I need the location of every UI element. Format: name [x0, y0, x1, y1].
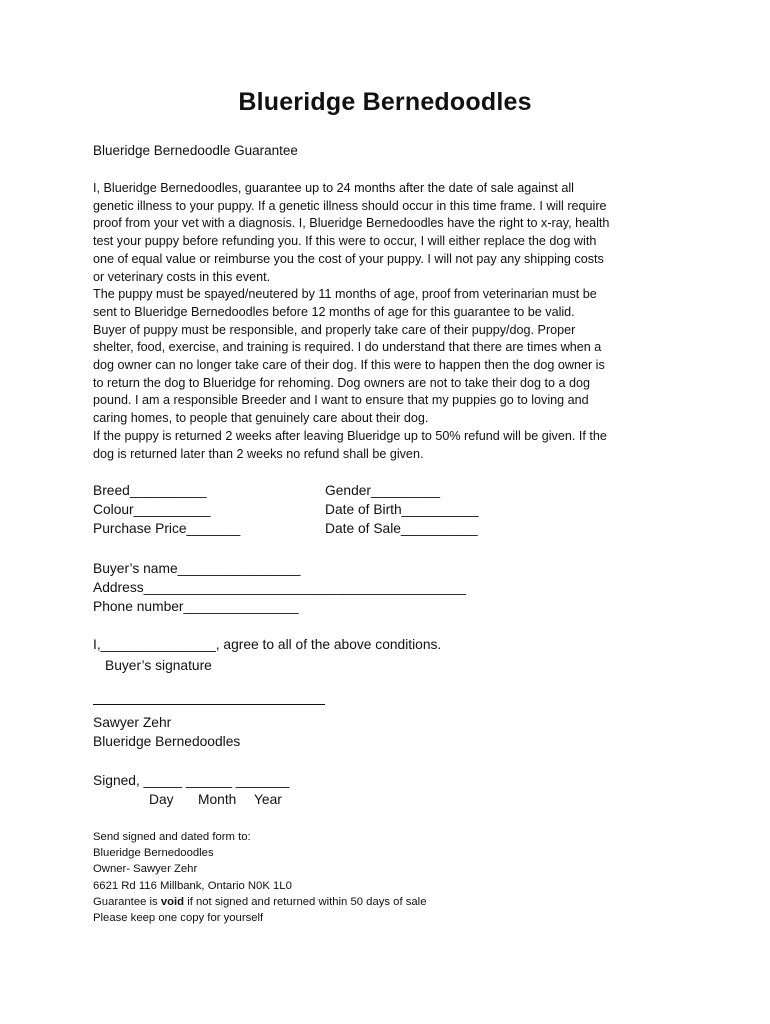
- year-label: Year: [254, 792, 282, 807]
- seller-signature-line[interactable]: [93, 704, 325, 705]
- body-line: or veterinary costs in this event.: [93, 269, 271, 284]
- body-line: caring homes, to people that genuinely care about their dog.: [93, 411, 429, 426]
- body-line: pound. I am a responsible Breeder and I want to ensure that my puppies go to loving and: [93, 393, 589, 408]
- buyers-name-field[interactable]: Buyer’s name________________: [93, 561, 301, 576]
- phone-number-field[interactable]: Phone number_______________: [93, 599, 299, 614]
- body-line: sent to Blueridge Bernedoodles before 12 months of age for this guarantee to be valid.: [93, 304, 575, 319]
- footer-owner: Owner- Sawyer Zehr: [93, 863, 198, 876]
- body-line: shelter, food, exercise, and training is required. I do understand that there are times when a: [93, 340, 602, 355]
- body-line: genetic illness to your puppy. If a genetic illness should occur in this time frame. I will require: [93, 198, 607, 213]
- guarantee-body: [93, 180, 683, 463]
- signed-date-field[interactable]: Signed, _____ ______ _______: [93, 773, 290, 788]
- body-line: test your puppy before refunding you. If this were to occur, I will either replace the dog with: [93, 234, 597, 249]
- void-prefix: Guarantee is: [93, 895, 161, 908]
- footer-void-notice: [93, 894, 426, 910]
- month-label: Month: [198, 792, 237, 807]
- body-line: If the puppy is returned 2 weeks after leaving Blueridge up to 50% refund will be given. If the: [93, 428, 607, 443]
- address-field[interactable]: Address__________________________________________: [93, 580, 466, 595]
- document-subtitle: Blueridge Bernedoodle Guarantee: [93, 143, 298, 158]
- agreement-statement[interactable]: I,_______________, agree to all of the above conditions.: [93, 637, 442, 652]
- seller-name: Sawyer Zehr: [93, 715, 172, 730]
- body-line: one of equal value or reimburse you the cost of your puppy. I will not pay any shipping costs: [93, 251, 604, 266]
- mailing-instructions: [93, 829, 426, 926]
- date-of-birth-field[interactable]: Date of Birth__________: [325, 502, 479, 517]
- footer-send-to: Send signed and dated form to:: [93, 831, 251, 843]
- buyer-signature-label: Buyer’s signature: [105, 658, 212, 673]
- document-title: Blueridge Bernedoodles: [238, 88, 532, 116]
- body-line: to return the dog to Blueridge for rehoming. Dog owners are not to take their dog to a dog: [93, 375, 591, 390]
- date-of-sale-field[interactable]: Date of Sale__________: [325, 521, 478, 536]
- purchase-price-field[interactable]: Purchase Price_______: [93, 521, 241, 536]
- day-label: Day: [149, 792, 174, 807]
- body-line: I, Blueridge Bernedoodles, guarantee up to 24 months after the date of sale against all: [93, 181, 574, 195]
- body-line: dog is returned later than 2 weeks no refund shall be given.: [93, 446, 424, 461]
- footer-address: 6621 Rd 116 Millbank, Ontario N0K 1L0: [93, 879, 292, 892]
- seller-business: Blueridge Bernedoodles: [93, 734, 241, 749]
- breed-field[interactable]: Breed__________: [93, 483, 207, 498]
- body-line: proof from your vet with a diagnosis. I, Blueridge Bernedoodles have the right to x-ray, health: [93, 216, 610, 231]
- colour-field[interactable]: Colour__________: [93, 502, 211, 517]
- body-line: Buyer of puppy must be responsible, and properly take care of their puppy/dog. Proper: [93, 322, 576, 337]
- body-line: The puppy must be spayed/neutered by 11 months of age, proof from veterinarian must be: [93, 287, 597, 302]
- footer-business: Blueridge Bernedoodles: [93, 847, 214, 860]
- footer-keep-copy: Please keep one copy for yourself: [93, 912, 264, 925]
- gender-field[interactable]: Gender_________: [325, 483, 441, 498]
- body-line: dog owner can no longer take care of their dog. If this were to happen then the dog owner is: [93, 358, 605, 373]
- void-word: void: [160, 895, 185, 908]
- void-suffix: if not signed and returned within 50 days of sale: [184, 895, 427, 908]
